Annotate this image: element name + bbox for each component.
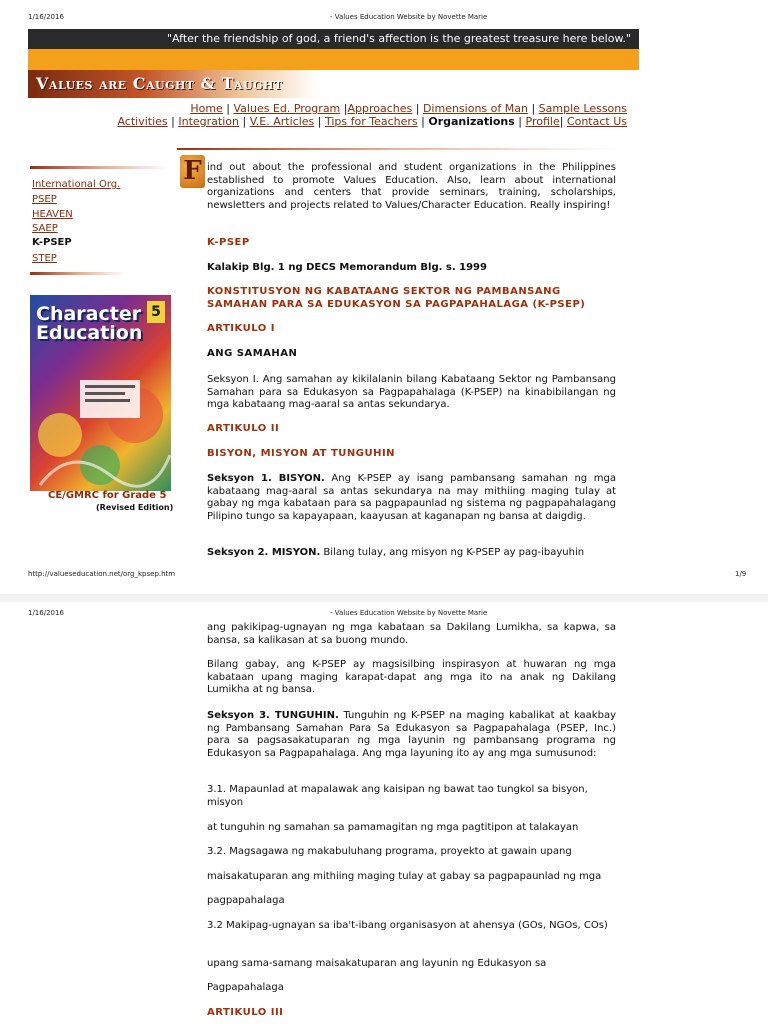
artikulo-3-heading: ARTIKULO III bbox=[207, 1007, 284, 1018]
sidebar-item-international-org[interactable]: International Org. bbox=[32, 179, 121, 190]
tunguhin-label: Seksyon 3. TUNGUHIN. bbox=[207, 710, 339, 721]
seksyon-bisyon bbox=[207, 473, 616, 523]
artikulo-1-heading: ARTIKULO I bbox=[207, 323, 275, 334]
item-3-2-b: maisakatuparan ang mithiing maging tulay at gabay sa pagpapaunlad ng mga bbox=[207, 871, 602, 882]
book-subcaption: (Revised Edition) bbox=[96, 503, 174, 512]
cover-grade-number: 5 bbox=[147, 301, 165, 323]
item-3-3-c: Pagpapahalaga bbox=[207, 982, 284, 993]
item-3-1-a: 3.1. Mapaunlad at mapalawak ang kaisipan ng bawat tao tungkol sa bisyon, misyon bbox=[207, 784, 588, 808]
item-3-3-a: 3.2 Makipag-ugnayan sa iba't-ibang organisasyon at ahensya (GOs, NGOs, COs) bbox=[207, 920, 608, 931]
tunguhin-text: Tunguhin ng K-PSEP na maging kabalikat at kaakbay ng Pambansang Samahan Para Sa Edukasyon sa Pagpapahalaga (PSEP, Inc.) para sa pagsasakatuparan ng mga layunin ng pambansang programa ng Edukasyon sa Pagpapahalaga. Ang mga layuning ito ay ang mga sumusunod: bbox=[207, 710, 616, 759]
gabay-paragraph: Bilang gabay, ang K-PSEP ay magsisilbing inspirasyon at huwaran ng mga kabataan upang maging karapat-dapat ang mga ito na anak ng Dakilang Lumikha at ng bansa. bbox=[207, 659, 616, 695]
seksyon-misyon bbox=[207, 547, 616, 560]
memo-line: Kalakip Blg. 1 ng DECS Memorandum Blg. s. 1999 bbox=[207, 262, 487, 273]
content-rule bbox=[177, 148, 617, 150]
orange-bar bbox=[28, 49, 639, 70]
sidebar-item-step[interactable]: STEP bbox=[32, 253, 57, 264]
org-heading: K-PSEP bbox=[207, 237, 250, 248]
dropcap-letter: F bbox=[180, 155, 205, 188]
nav-values-ed-program[interactable]: Values Ed. Program bbox=[233, 102, 341, 115]
print-page-number: 1/9 bbox=[735, 570, 747, 578]
nav-ve-articles[interactable]: V.E. Articles bbox=[249, 115, 315, 128]
item-3-1-b: at tunguhin ng samahan sa pamamagitan ng mga pagtitipon at talakayan bbox=[207, 822, 579, 833]
misyon-continuation: ang pakikipag-ugnayan ng mga kabataan sa Dakilang Lumikha, sa kapwa, sa bansa, sa kalikasan at sa buong mundo. bbox=[207, 622, 616, 646]
print-title-page-2: - Values Education Website by Novette Marie bbox=[330, 609, 488, 617]
nav-row-1: Home | Values Ed. Program |Approaches | Dimensions of Man | Sample Lessons bbox=[190, 102, 627, 115]
nav-contact-us[interactable]: Contact Us bbox=[566, 115, 627, 128]
nav-activities[interactable]: Activities bbox=[117, 115, 168, 128]
sidebar-item-psep[interactable]: PSEP bbox=[32, 194, 57, 205]
item-3-3-b: upang sama-samang maisakatuparan ang layunin ng Edukasyon sa bbox=[207, 958, 547, 969]
seksyon-1-samahan: Seksyon I. Ang samahan ay kikilalanin bilang Kabataang Sektor ng Pambansang Samahan para sa Edukasyon sa Pagpapahalaga (K-PSEP) na kinabibilangan ng mga kabataang mag-aaral sa antas sekundarya. bbox=[207, 374, 616, 410]
intro-paragraph: ind out about the professional and student organizations in the Philippines established to promote Values Education. Also, learn about international organizations and centers that provide seminars, training, scholarships, newsletters and projects related to Values/Character Education. Really inspiring! bbox=[207, 162, 616, 211]
page-separator bbox=[0, 594, 768, 602]
nav-profile[interactable]: Profile bbox=[525, 115, 560, 128]
nav-tips-for-teachers[interactable]: Tips for Teachers bbox=[324, 115, 418, 128]
constitution-title: KONSTITUSYON NG KABATAANG SEKTOR NG PAMBANSANG SAMAHAN PARA SA EDUKASYON SA PAGPAPAHALAGA (K-PSEP) bbox=[207, 286, 586, 310]
sidebar-item-saep[interactable]: SAEP bbox=[32, 223, 58, 234]
misyon-label: Seksyon 2. MISYON. bbox=[207, 547, 321, 558]
sidebar-rule-bottom bbox=[30, 272, 125, 275]
nav-row-2: Activities | Integration | V.E. Articles | Tips for Teachers | Organizations | Profile| Contact Us bbox=[117, 115, 627, 128]
book-cover-image[interactable] bbox=[30, 295, 171, 491]
cover-title: Character Education bbox=[36, 303, 143, 344]
quote-bar: "After the friendship of god, a friend's affection is the greatest treasure here below." bbox=[28, 29, 639, 49]
print-title: - Values Education Website by Novette Marie bbox=[330, 13, 488, 21]
seksyon-tunguhin bbox=[207, 710, 616, 760]
sidebar-item-k-psep: K-PSEP bbox=[32, 237, 72, 248]
item-3-2-a: 3.2. Magsagawa ng makabuluhang programa, proyekto at gawain upang bbox=[207, 846, 572, 857]
banner-title: Values are Caught & Taught bbox=[36, 74, 283, 93]
artikulo-2-title: BISYON, MISYON AT TUNGUHIN bbox=[207, 448, 396, 459]
nav-integration[interactable]: Integration bbox=[178, 115, 239, 128]
item-3-2-c: pagpapahalaga bbox=[207, 895, 285, 906]
nav-sample-lessons[interactable]: Sample Lessons bbox=[538, 102, 627, 115]
artikulo-2-heading: ARTIKULO II bbox=[207, 423, 280, 434]
misyon-text: Bilang tulay, ang misyon ng K-PSEP ay pag-ibayuhin bbox=[320, 547, 585, 558]
print-date: 1/16/2016 bbox=[28, 13, 64, 21]
book-caption: CE/GMRC for Grade 5 bbox=[48, 490, 167, 501]
bisyon-label: Seksyon 1. BISYON. bbox=[207, 473, 325, 484]
nav-approaches[interactable]: Approaches bbox=[347, 102, 413, 115]
bisyon-text: Ang K-PSEP ay isang pambansang samahan ng mga kabataang mag-aaral sa antas sekundarya na may mithiing maging tulay at gabay ng mga kabataan para sa pagpapaunlad ng sistema ng pagpapahalagang Pilipino tungo sa kapayapaan, kaayusan at kaganapan ng bansa at daigdig. bbox=[207, 473, 616, 522]
site-banner bbox=[28, 70, 318, 98]
sidebar-item-heaven[interactable]: HEAVEN bbox=[32, 209, 73, 220]
nav-home[interactable]: Home bbox=[190, 102, 223, 115]
sidebar-rule-top bbox=[30, 166, 170, 169]
artikulo-1-title: ANG SAMAHAN bbox=[207, 348, 298, 359]
nav-dimensions-of-man[interactable]: Dimensions of Man bbox=[422, 102, 528, 115]
print-url: http://valueseducation.net/org_kpsep.htm bbox=[28, 570, 176, 578]
nav-organizations: Organizations bbox=[428, 115, 515, 128]
print-date-page-2: 1/16/2016 bbox=[28, 609, 64, 617]
